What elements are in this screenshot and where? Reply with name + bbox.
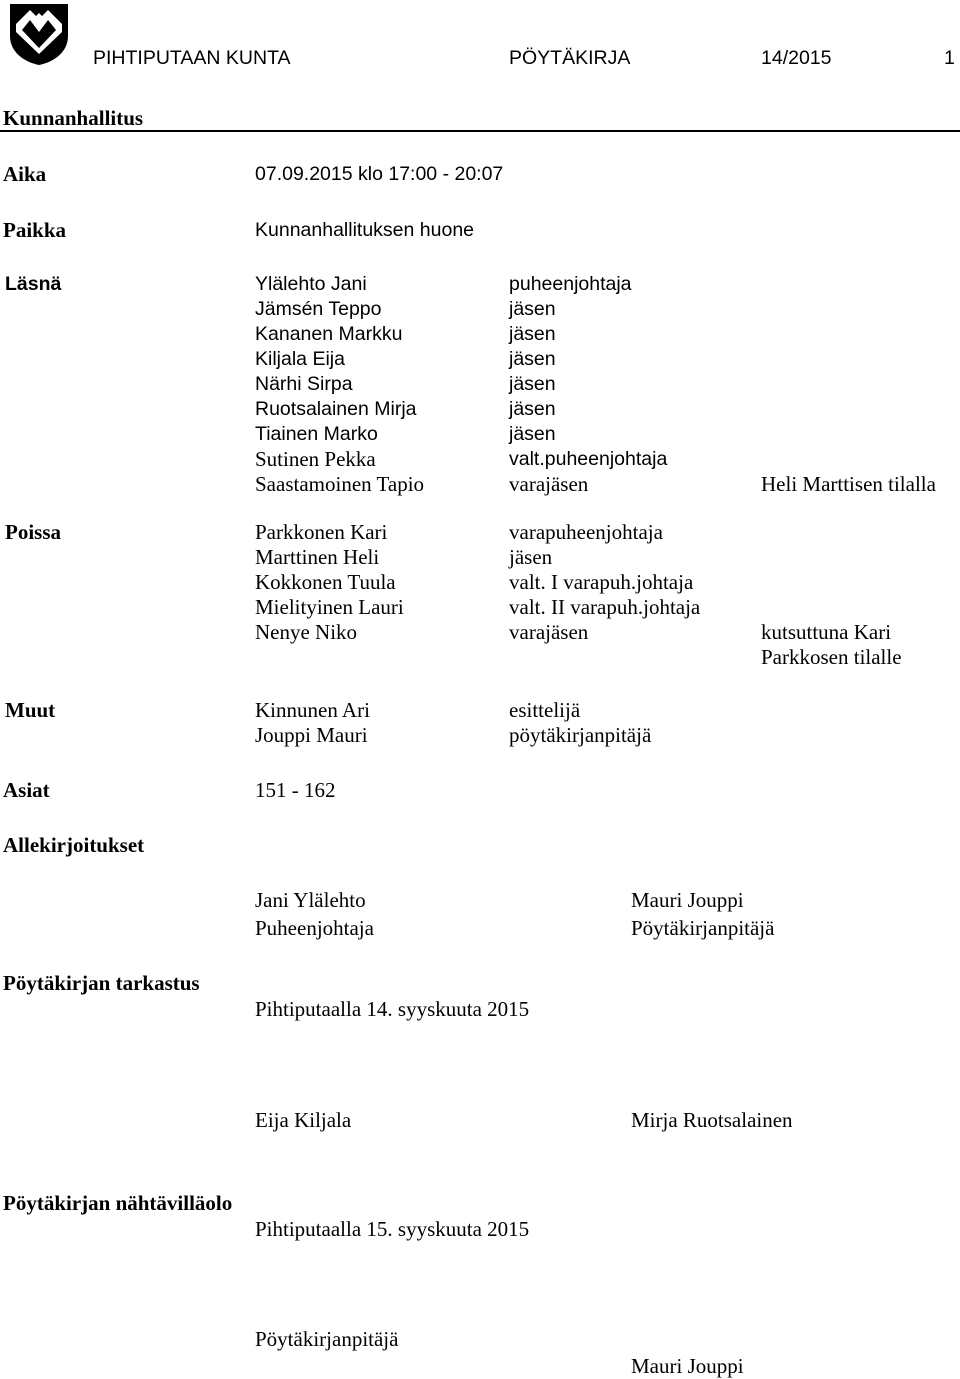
allekirjoitukset-label: Allekirjoitukset — [3, 833, 145, 857]
header-rule — [0, 130, 960, 132]
paikka-label: Paikka — [3, 218, 67, 242]
municipal-crest-logo — [8, 2, 70, 66]
member-name: Kokkonen Tuula — [255, 570, 396, 594]
member-name: Kiljala Eija — [255, 348, 345, 370]
member-name: Ruotsalainen Mirja — [255, 398, 417, 420]
asiat-label: Asiat — [3, 778, 50, 802]
governing-body: Kunnanhallitus — [3, 106, 144, 130]
member-role: jäsen — [509, 545, 553, 569]
member-name: Kinnunen Ari — [255, 698, 370, 722]
member-role: esittelijä — [509, 698, 581, 722]
muut-label: Muut — [5, 698, 56, 722]
inspector-name: Mirja Ruotsalainen — [631, 1108, 793, 1132]
nahtavillaolo-place-date: Pihtiputaalla 15. syyskuuta 2015 — [255, 1217, 530, 1241]
paikka-value: Kunnanhallituksen huone — [255, 219, 475, 241]
member-role: varajäsen — [509, 620, 589, 644]
chair-name: Jani Ylälehto — [255, 888, 366, 912]
member-name: Nenye Niko — [255, 620, 358, 644]
secretary-name: Mauri Jouppi — [631, 888, 744, 912]
member-role: puheenjohtaja — [509, 273, 632, 295]
member-role: jäsen — [509, 373, 556, 395]
member-role: jäsen — [509, 298, 556, 320]
member-role: varajäsen — [509, 472, 589, 496]
chair-title: Puheenjohtaja — [255, 916, 374, 940]
member-name: Närhi Sirpa — [255, 373, 353, 395]
member-name: Mielityinen Lauri — [255, 595, 404, 619]
member-role: valt. I varapuh.johtaja — [509, 570, 694, 594]
member-name: Ylälehto Jani — [255, 273, 367, 295]
nahtavillaolo-label: Pöytäkirjan nähtävilläolo — [3, 1191, 233, 1215]
aika-value: 07.09.2015 klo 17:00 - 20:07 — [255, 163, 504, 185]
municipality-name: PIHTIPUTAAN KUNTA — [93, 47, 291, 69]
member-role: jäsen — [509, 323, 556, 345]
document-number: 14/2015 — [761, 47, 832, 69]
member-role: valt. II varapuh.johtaja — [509, 595, 701, 619]
document-type: PÖYTÄKIRJA — [509, 47, 631, 69]
member-name: Jämsén Teppo — [255, 298, 382, 320]
member-name: Kananen Markku — [255, 323, 403, 345]
member-name: Parkkonen Kari — [255, 520, 388, 544]
member-name: Marttinen Heli — [255, 545, 380, 569]
member-name: Saastamoinen Tapio — [255, 472, 425, 496]
tarkastus-place-date: Pihtiputaalla 14. syyskuuta 2015 — [255, 997, 530, 1021]
member-role: valt.puheenjohtaja — [509, 448, 668, 470]
member-role: jäsen — [509, 423, 556, 445]
aika-label: Aika — [3, 162, 47, 186]
tarkastus-label: Pöytäkirjan tarkastus — [3, 971, 200, 995]
member-name: Sutinen Pekka — [255, 447, 376, 471]
member-name: Tiainen Marko — [255, 423, 378, 445]
asiat-value: 151 - 162 — [255, 778, 336, 802]
member-role: jäsen — [509, 348, 556, 370]
member-note: kutsuttuna Kari — [761, 620, 892, 644]
nahtavillaolo-signer-name: Mauri Jouppi — [631, 1354, 744, 1378]
nahtavillaolo-signer-title: Pöytäkirjanpitäjä — [255, 1327, 399, 1351]
secretary-title: Pöytäkirjanpitäjä — [631, 916, 775, 940]
member-role: varapuheenjohtaja — [509, 520, 663, 544]
member-role: jäsen — [509, 398, 556, 420]
member-note: Heli Marttisen tilalla — [761, 472, 936, 496]
member-name: Jouppi Mauri — [255, 723, 368, 747]
page-number: 1 — [944, 47, 955, 69]
member-note-continued: Parkkosen tilalle — [761, 645, 902, 669]
inspector-name: Eija Kiljala — [255, 1108, 352, 1132]
lasna-label: Läsnä — [5, 273, 62, 295]
member-role: pöytäkirjanpitäjä — [509, 723, 652, 747]
poissa-label: Poissa — [5, 520, 62, 544]
